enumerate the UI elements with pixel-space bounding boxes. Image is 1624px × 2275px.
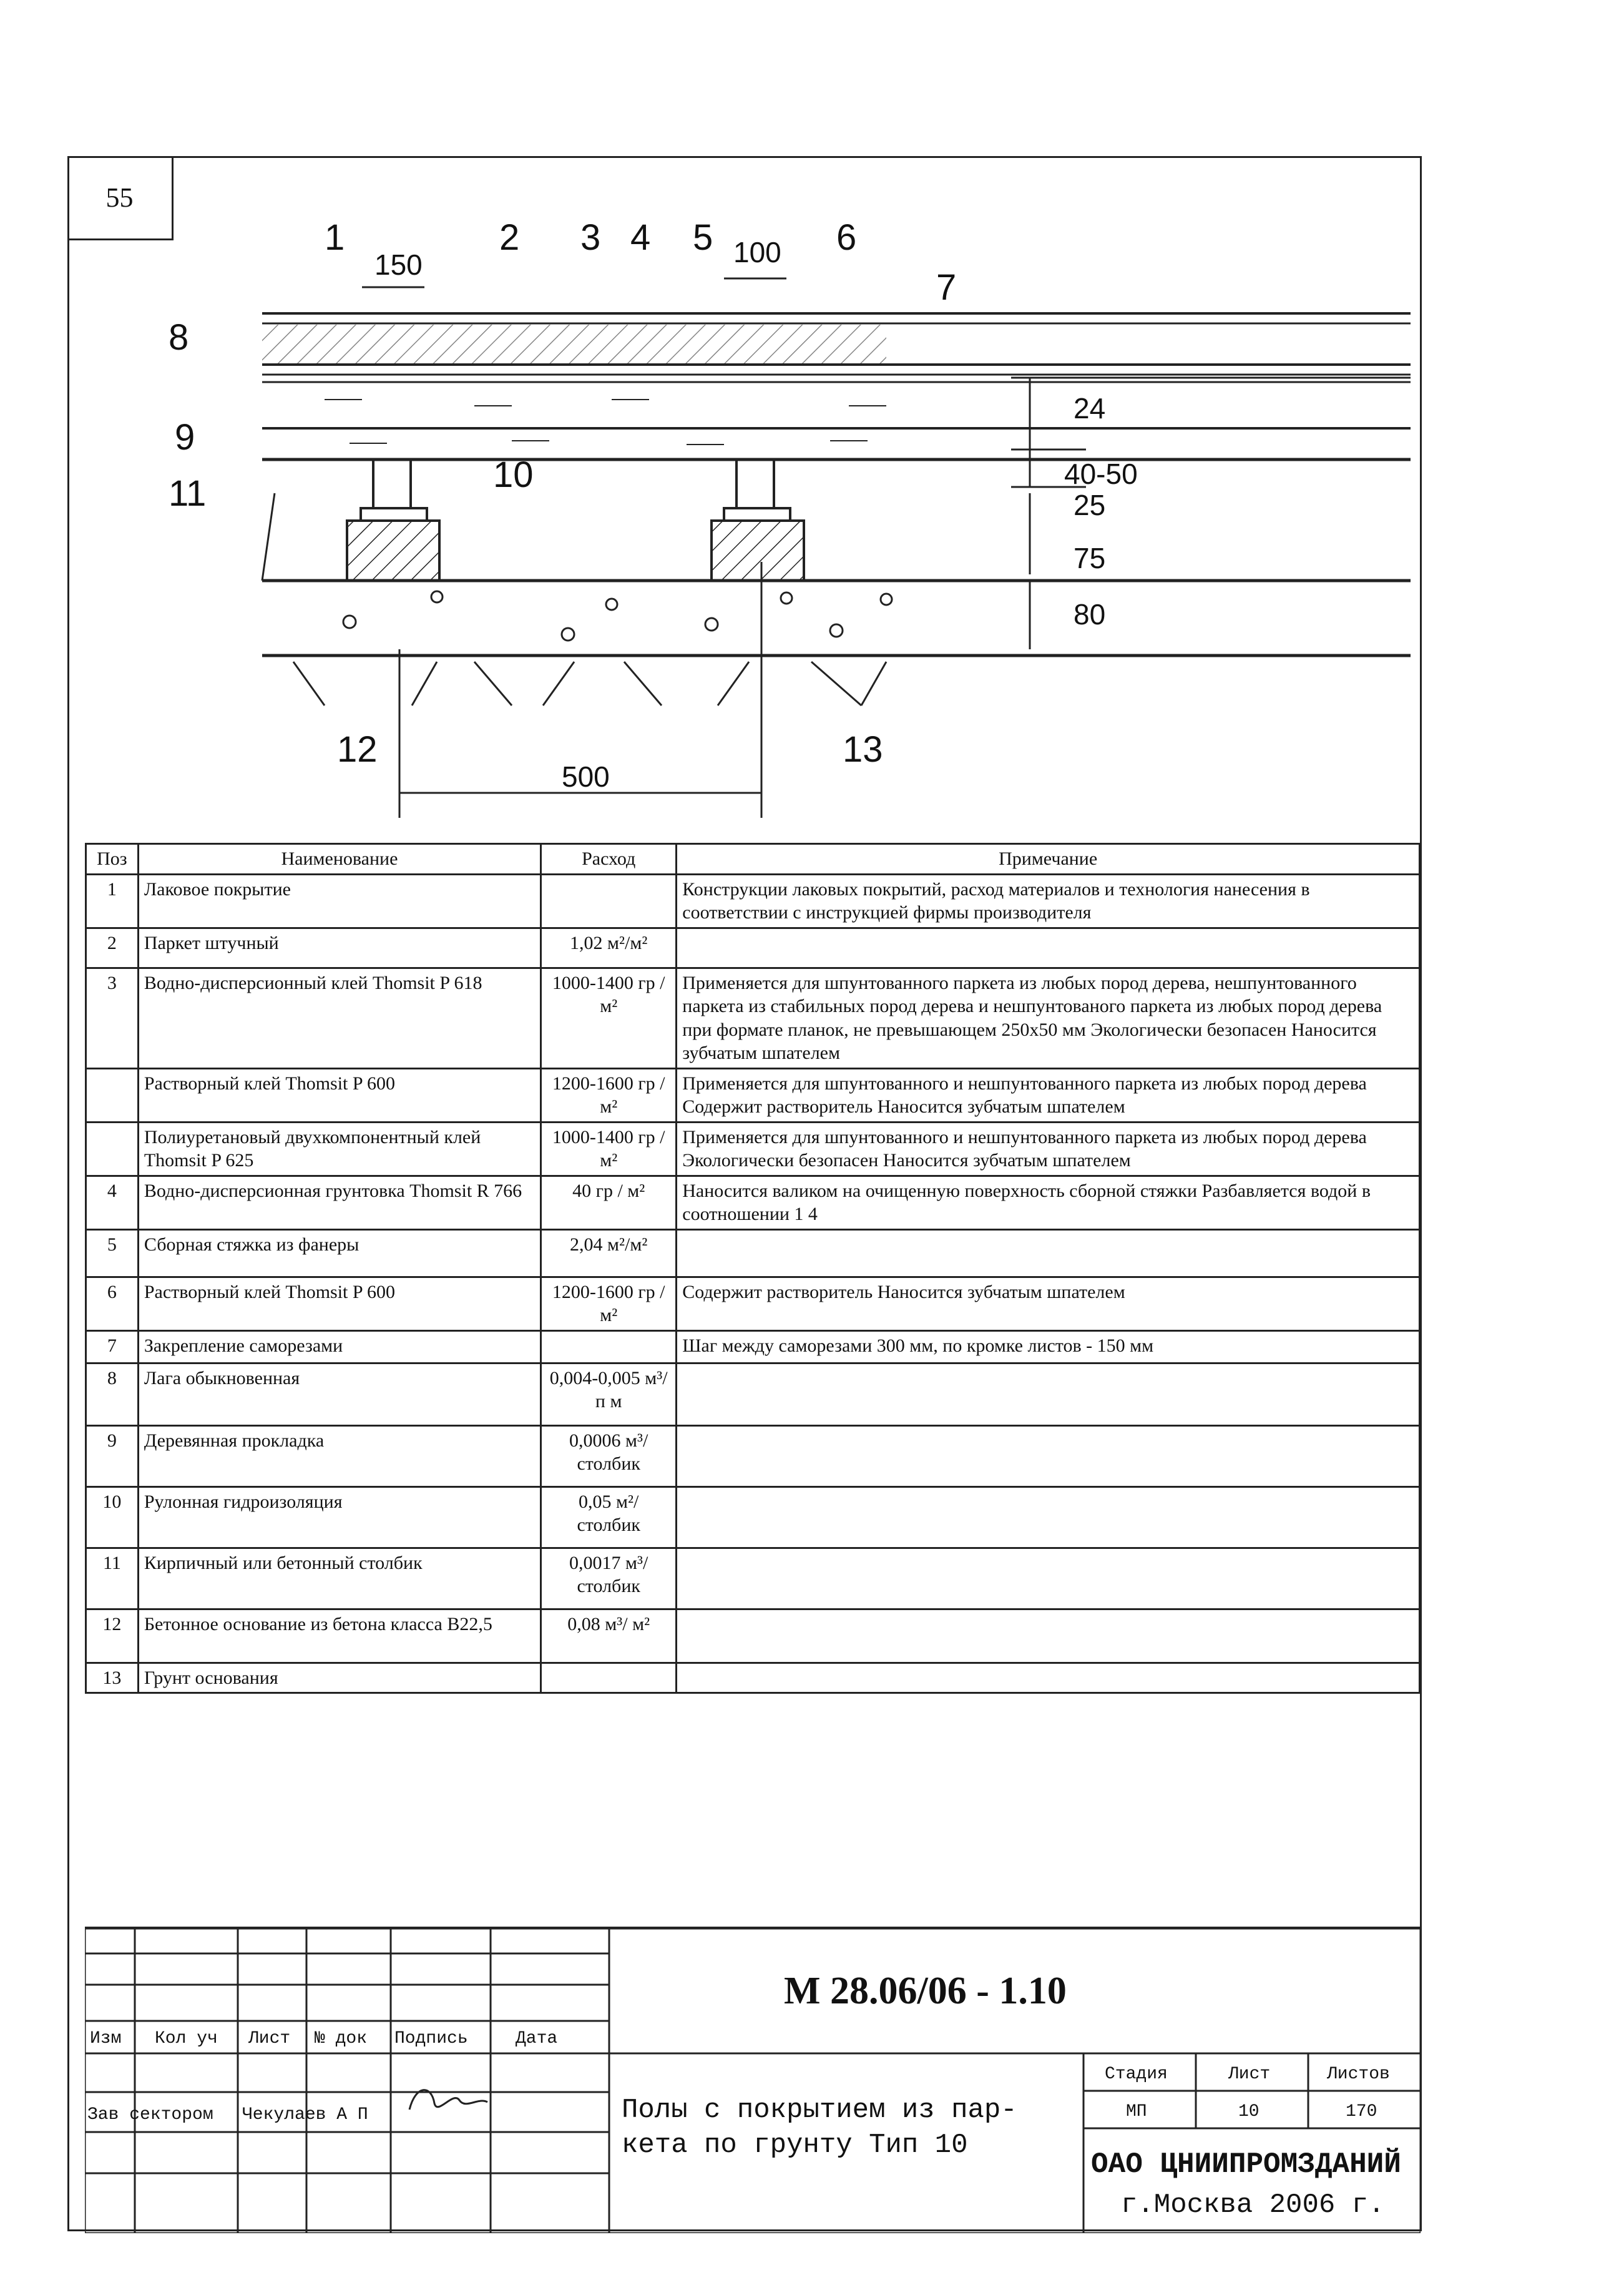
row-pos: 1 bbox=[86, 874, 139, 928]
table-row bbox=[86, 1609, 1420, 1663]
table-row bbox=[86, 968, 1420, 1068]
row-pos: 5 bbox=[86, 1229, 139, 1277]
row-name: Бетонное основание из бетона класса В22,5 bbox=[138, 1609, 541, 1663]
row-rate: 1000-1400 гр / м² bbox=[541, 1122, 677, 1176]
row-pos bbox=[86, 1122, 139, 1176]
row-pos: 11 bbox=[86, 1548, 139, 1609]
row-name: Водно-дисперсионный клей Thomsit P 618 bbox=[138, 968, 541, 1068]
row-note bbox=[677, 928, 1420, 968]
joist-support-right bbox=[712, 459, 804, 581]
row-note bbox=[677, 1548, 1420, 1609]
row-name: Сборная стяжка из фанеры bbox=[138, 1229, 541, 1277]
callout-2: 2 bbox=[499, 217, 520, 258]
stamp-person: Чекулаев А П bbox=[242, 2105, 368, 2125]
row-rate: 1200-1600 гр / м² bbox=[541, 1068, 677, 1122]
page-number: 55 bbox=[67, 156, 174, 240]
row-note: Применяется для шпунтованного и нешпунтованного паркета из любых пород дерева Экологически безопасен Наносится зубчатым шпателем bbox=[677, 1122, 1420, 1176]
header-rate: Расход bbox=[541, 844, 677, 875]
sheets-header: Листов bbox=[1327, 2065, 1390, 2084]
callout-5: 5 bbox=[693, 217, 713, 258]
ground-hatching bbox=[293, 662, 886, 705]
table-row bbox=[86, 1277, 1420, 1330]
row-note: Содержит растворитель Наносится зубчатым шпателем bbox=[677, 1277, 1420, 1330]
row-name: Грунт основания bbox=[138, 1663, 541, 1693]
table-header-row bbox=[86, 844, 1420, 875]
dim-500: 500 bbox=[562, 760, 610, 793]
city-year: г.Москва 2006 г. bbox=[1121, 2189, 1385, 2221]
row-note: Конструкции лаковых покрытий, расход материалов и технология нанесения в соответствии с инструкцией фирмы производителя bbox=[677, 874, 1420, 928]
table-row bbox=[86, 1229, 1420, 1277]
row-note: Применяется для шпунтованного и нешпунтованного паркета из любых пород дерева Содержит растворитель Наносится зубчатым шпателем bbox=[677, 1068, 1420, 1122]
row-rate: 2,04 м²/м² bbox=[541, 1229, 677, 1277]
document-designation: М 28.06/06 - 1.10 bbox=[784, 1970, 1067, 2012]
row-note: Шаг между саморезами 300 мм, по кромке листов - 150 мм bbox=[677, 1330, 1420, 1363]
table-row bbox=[86, 928, 1420, 968]
row-name: Лага обыкновенная bbox=[138, 1363, 541, 1425]
row-name: Паркет штучный bbox=[138, 928, 541, 968]
title-block bbox=[85, 1927, 1421, 2233]
callout-9: 9 bbox=[175, 417, 195, 458]
floor-section-drawing bbox=[0, 0, 1624, 849]
stage-value: МП bbox=[1126, 2102, 1147, 2121]
table-row bbox=[86, 874, 1420, 928]
dim-40-50: 40-50 bbox=[1064, 458, 1138, 490]
drawing-title-line2: кета по грунту Тип 10 bbox=[622, 2130, 968, 2161]
row-pos: 7 bbox=[86, 1330, 139, 1363]
table-row bbox=[86, 1068, 1420, 1122]
row-pos: 12 bbox=[86, 1609, 139, 1663]
row-name: Лаковое покрытие bbox=[138, 874, 541, 928]
header-note: Примечание bbox=[677, 844, 1420, 875]
row-pos: 4 bbox=[86, 1176, 139, 1229]
callout-12: 12 bbox=[337, 729, 378, 770]
callout-10: 10 bbox=[493, 455, 534, 495]
callout-13: 13 bbox=[843, 729, 883, 770]
callout-4: 4 bbox=[630, 217, 651, 258]
table-row bbox=[86, 1122, 1420, 1176]
row-name: Полиуретановый двухкомпонентный клей Thomsit P 625 bbox=[138, 1122, 541, 1176]
row-name: Водно-дисперсионная грунтовка Thomsit R 766 bbox=[138, 1176, 541, 1229]
plywood-layer bbox=[262, 400, 1411, 459]
dim-24: 24 bbox=[1074, 392, 1106, 425]
row-note bbox=[677, 1425, 1420, 1486]
row-rate bbox=[541, 874, 677, 928]
organization: ОАО ЦНИИПРОМЗДАНИЙ bbox=[1091, 2148, 1401, 2181]
row-rate bbox=[541, 1663, 677, 1693]
row-rate: 1,02 м²/м² bbox=[541, 928, 677, 968]
row-pos: 8 bbox=[86, 1363, 139, 1425]
header-name: Наименование bbox=[138, 844, 541, 875]
row-pos: 2 bbox=[86, 928, 139, 968]
stamp-col-date: Дата bbox=[516, 2029, 558, 2048]
row-note: Применяется для шпунтованного паркета из любых пород дерева, нешпунтованного паркета из стабильных пород дерева и нешпунтованого паркета из любых пород дерева при формате планок, не превышающем 250х50 мм Экологически безопасен Наносится зубчатым шпателем bbox=[677, 968, 1420, 1068]
table-row bbox=[86, 1663, 1420, 1693]
stage-header: Стадия bbox=[1105, 2065, 1168, 2084]
row-rate: 0,05 м²/ столбик bbox=[541, 1486, 677, 1548]
row-note bbox=[677, 1363, 1420, 1425]
dim-75: 75 bbox=[1074, 542, 1106, 574]
row-name: Закрепление саморезами bbox=[138, 1330, 541, 1363]
callout-1: 1 bbox=[325, 217, 345, 258]
row-name: Растворный клей Thomsit P 600 bbox=[138, 1068, 541, 1122]
row-note bbox=[677, 1486, 1420, 1548]
header-pos: Поз bbox=[86, 844, 139, 875]
row-pos: 9 bbox=[86, 1425, 139, 1486]
sheet-value: 10 bbox=[1238, 2102, 1260, 2121]
sheets-value: 170 bbox=[1346, 2102, 1377, 2121]
table-row bbox=[86, 1425, 1420, 1486]
row-name: Деревянная прокладка bbox=[138, 1425, 541, 1486]
row-name: Растворный клей Thomsit P 600 bbox=[138, 1277, 541, 1330]
parquet-layer bbox=[262, 313, 1411, 382]
drawing-title-line1: Полы с покрытием из пар- bbox=[622, 2095, 1017, 2126]
sheet-header: Лист bbox=[1228, 2065, 1271, 2084]
dim-80: 80 bbox=[1074, 598, 1106, 631]
dim-100: 100 bbox=[733, 236, 781, 268]
callout-8: 8 bbox=[169, 317, 189, 358]
row-pos: 3 bbox=[86, 968, 139, 1068]
table-row bbox=[86, 1486, 1420, 1548]
stamp-col-kol-uch: Кол уч bbox=[155, 2029, 218, 2048]
row-note bbox=[677, 1229, 1420, 1277]
callout-11: 11 bbox=[169, 473, 207, 514]
callout-3: 3 bbox=[580, 217, 601, 258]
stamp-col-signature: Подпись bbox=[394, 2029, 468, 2048]
joist-support-left bbox=[347, 459, 439, 581]
row-rate: 1200-1600 гр / м² bbox=[541, 1277, 677, 1330]
table-row bbox=[86, 1548, 1420, 1609]
callout-7: 7 bbox=[936, 267, 957, 308]
table-row bbox=[86, 1176, 1420, 1229]
table-body bbox=[86, 874, 1420, 1693]
row-name: Рулонная гидроизоляция bbox=[138, 1486, 541, 1548]
row-note bbox=[677, 1609, 1420, 1663]
row-pos: 13 bbox=[86, 1663, 139, 1693]
row-note: Наносится валиком на очищенную поверхность сборной стяжки Разбавляется водой в соотношении 1 4 bbox=[677, 1176, 1420, 1229]
row-rate: 0,08 м³/ м² bbox=[541, 1609, 677, 1663]
row-rate: 0,0006 м³/ столбик bbox=[541, 1425, 677, 1486]
row-note bbox=[677, 1663, 1420, 1693]
specification-table bbox=[85, 843, 1421, 1694]
row-pos: 6 bbox=[86, 1277, 139, 1330]
row-rate: 40 гр / м² bbox=[541, 1176, 677, 1229]
row-rate: 1000-1400 гр / м² bbox=[541, 968, 677, 1068]
callout-6: 6 bbox=[836, 217, 857, 258]
row-name: Кирпичный или бетонный столбик bbox=[138, 1548, 541, 1609]
row-pos: 10 bbox=[86, 1486, 139, 1548]
row-rate: 0,004-0,005 м³/п м bbox=[541, 1363, 677, 1425]
row-pos bbox=[86, 1068, 139, 1122]
dim-25: 25 bbox=[1074, 489, 1106, 521]
stamp-col-list: Лист bbox=[248, 2029, 291, 2048]
dim-150: 150 bbox=[374, 248, 423, 281]
row-rate bbox=[541, 1330, 677, 1363]
row-rate: 0,0017 м³/ столбик bbox=[541, 1548, 677, 1609]
stamp-role: Зав сектором bbox=[87, 2105, 213, 2125]
stamp-col-doc: № док bbox=[315, 2029, 368, 2048]
stamp-col-izm: Изм bbox=[90, 2029, 122, 2048]
table-row bbox=[86, 1330, 1420, 1363]
table-row bbox=[86, 1363, 1420, 1425]
